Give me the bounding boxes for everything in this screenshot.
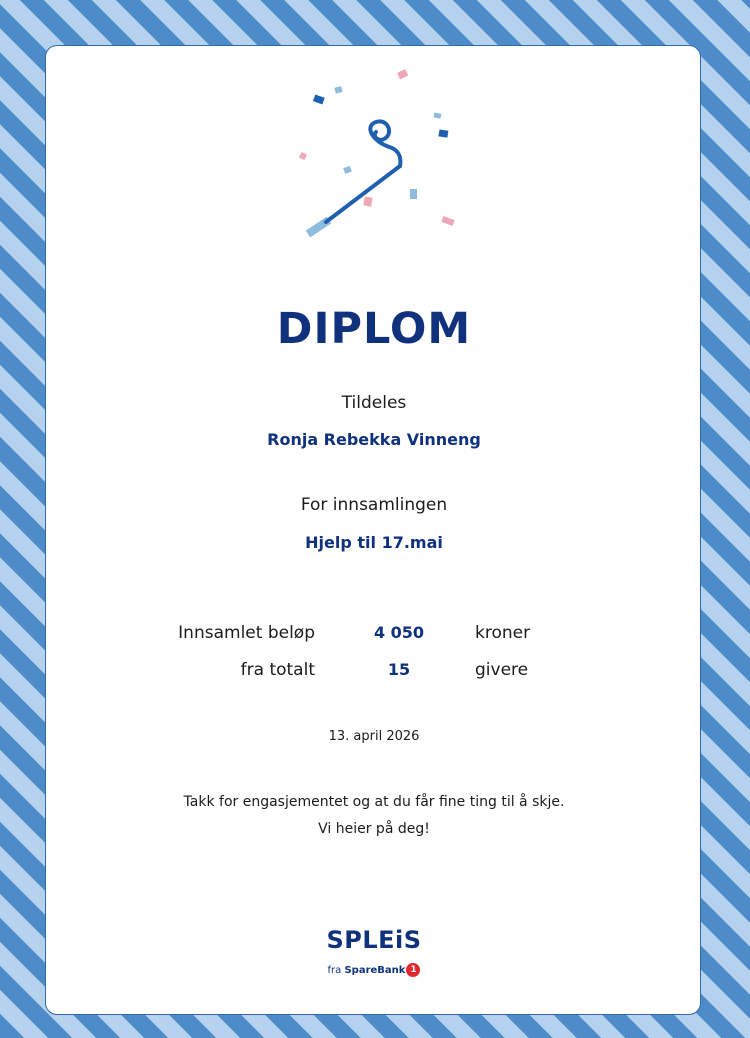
awarded-label: Tildeles bbox=[341, 393, 407, 413]
diploma-title: DIPLOM bbox=[276, 304, 472, 354]
collected-amount-row bbox=[46, 623, 702, 647]
donor-count-row bbox=[46, 660, 702, 684]
spleis-logo: SPLEiS bbox=[326, 926, 422, 954]
diploma-date: 13. april 2026 bbox=[328, 729, 420, 744]
tagline-prefix: fra bbox=[327, 965, 342, 976]
campaign-name: Hjelp til 17.mai bbox=[305, 533, 443, 552]
diploma-card bbox=[45, 45, 701, 1015]
campaign-label: For innsamlingen bbox=[300, 495, 448, 515]
donor-count-value: 15 bbox=[387, 660, 411, 679]
cheer-message: Vi heier på deg! bbox=[318, 821, 430, 837]
collected-amount-unit: kroner bbox=[475, 623, 531, 643]
thanks-message: Takk for engasjementet og at du får fine ting til å skje. bbox=[183, 794, 565, 810]
collected-amount-value: 4 050 bbox=[373, 623, 425, 642]
sparebank1-logo-icon: 1 bbox=[406, 963, 420, 977]
sparebank-tagline bbox=[46, 963, 702, 977]
bank-name: SpareBank bbox=[344, 965, 406, 976]
party-horn-icon bbox=[46, 46, 702, 276]
confetti-icon bbox=[299, 69, 455, 226]
donor-count-label: fra totalt bbox=[240, 660, 315, 680]
donor-count-unit: givere bbox=[475, 660, 529, 680]
collected-amount-label: Innsamlet beløp bbox=[178, 623, 315, 643]
recipient-name: Ronja Rebekka Vinneng bbox=[267, 430, 481, 449]
